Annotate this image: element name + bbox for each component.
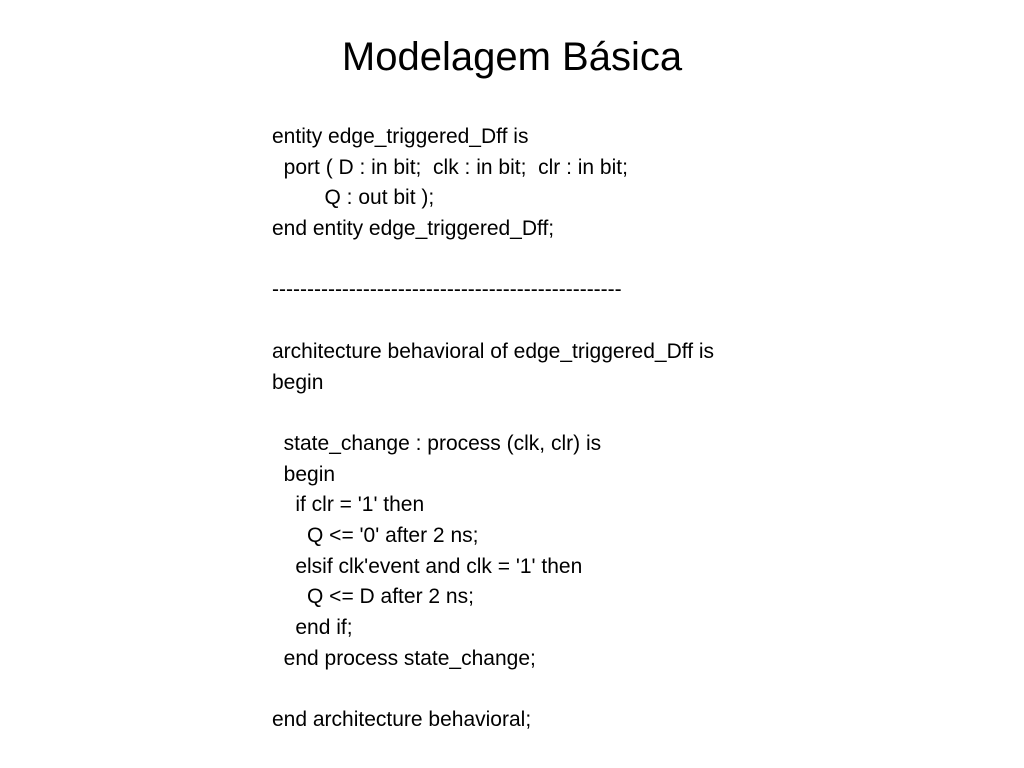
code-line: end process state_change; <box>272 646 536 670</box>
code-line: end entity edge_triggered_Dff; <box>272 217 555 241</box>
code-line: entity edge_triggered_Dff is <box>272 125 529 148</box>
code-line: elsif clk'event and clk = '1' then <box>272 554 583 578</box>
code-line: if clr = '1' then <box>272 493 425 517</box>
code-line: end if; <box>272 616 353 639</box>
slide-title: Modelagem Básica <box>341 35 683 79</box>
code-line <box>272 398 714 429</box>
vhdl-code-block <box>272 122 714 736</box>
code-line <box>272 306 714 337</box>
code-line: end architecture behavioral; <box>272 708 532 732</box>
code-line <box>272 245 714 276</box>
code-line <box>272 674 714 705</box>
code-line: port ( D : in bit; clk : in bit; clr : in bit; <box>272 155 628 179</box>
code-line: begin <box>272 370 324 394</box>
code-line: Q <= D after 2 ns; <box>272 585 474 609</box>
code-line: Q : out bit ); <box>272 186 435 210</box>
code-line: state_change : process (clk, clr) is <box>272 431 602 455</box>
code-line: Q <= '0' after 2 ns; <box>272 523 479 547</box>
separator-line: -------------------------------------------------- <box>272 278 622 302</box>
code-line: begin <box>272 462 336 486</box>
code-line: architecture behavioral of edge_triggered_Dff is <box>272 339 715 363</box>
